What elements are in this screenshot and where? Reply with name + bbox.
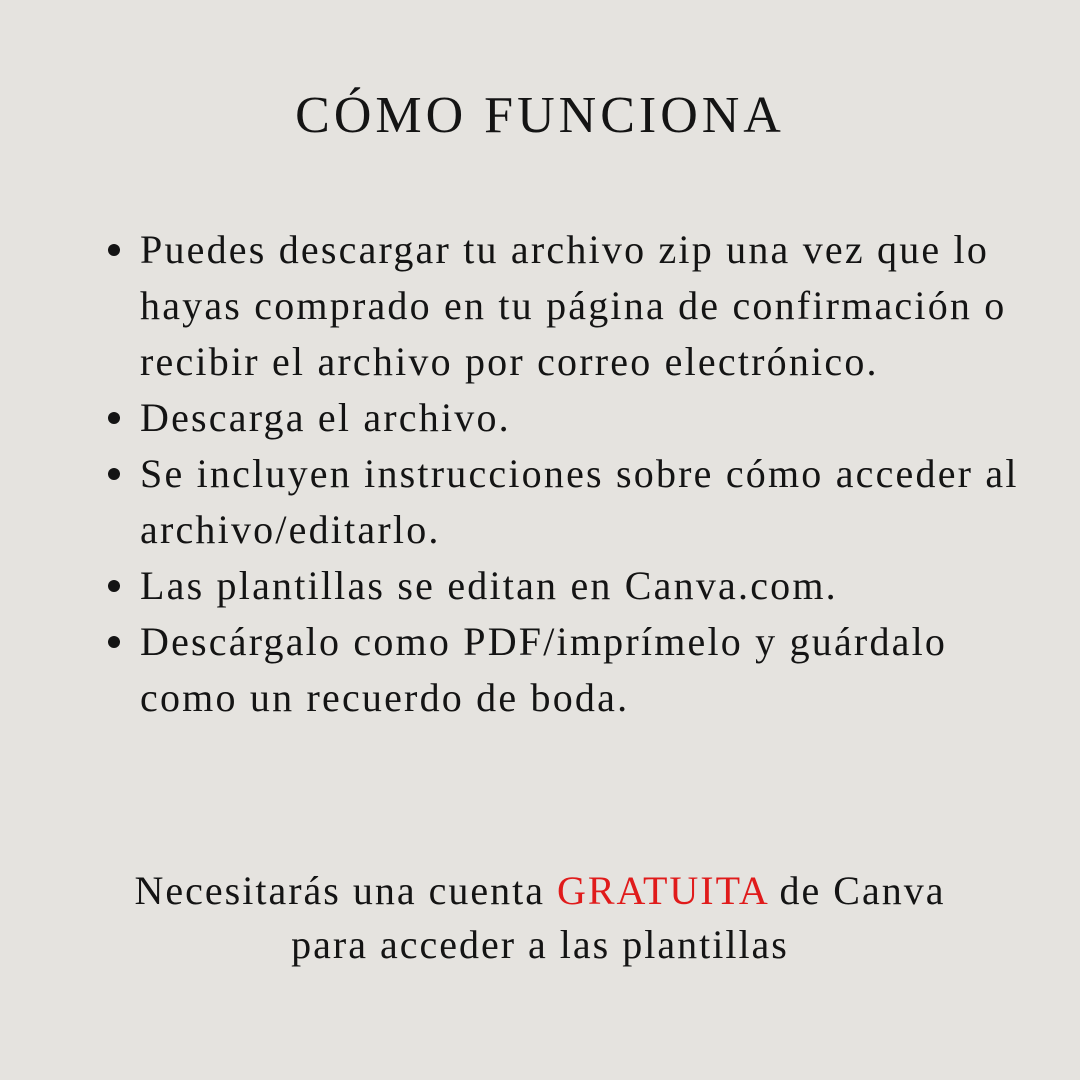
bullet-icon bbox=[108, 580, 120, 592]
bullet-icon bbox=[108, 412, 120, 424]
step-text: Las plantillas se editan en Canva.com. bbox=[140, 563, 838, 608]
list-item bbox=[104, 558, 1034, 614]
list-item bbox=[104, 446, 1034, 558]
free-highlight: GRATUITA bbox=[556, 868, 768, 913]
bullet-icon bbox=[108, 636, 120, 648]
note-text-line2: para acceder a las plantillas bbox=[291, 922, 789, 967]
list-item bbox=[104, 390, 1034, 446]
step-text: Descarga el archivo. bbox=[140, 395, 511, 440]
note-text-before: Necesitarás una cuenta bbox=[134, 868, 557, 913]
note-text-after: de Canva bbox=[767, 868, 946, 913]
step-text: Puedes descargar tu archivo zip una vez que lo hayas comprado en tu página de confirmación o recibir el archivo por correo electrónico. bbox=[140, 227, 1007, 384]
bullet-icon bbox=[108, 468, 120, 480]
page-title: CÓMO FUNCIONA bbox=[295, 87, 785, 144]
canva-account-note bbox=[40, 864, 1040, 972]
steps-list bbox=[104, 222, 1034, 726]
list-item bbox=[104, 614, 1034, 726]
list-item bbox=[104, 222, 1034, 390]
step-text: Descárgalo como PDF/imprímelo y guárdalo como un recuerdo de boda. bbox=[140, 619, 948, 720]
bullet-icon bbox=[108, 244, 120, 256]
step-text: Se incluyen instrucciones sobre cómo acceder al archivo/editarlo. bbox=[140, 451, 1019, 552]
